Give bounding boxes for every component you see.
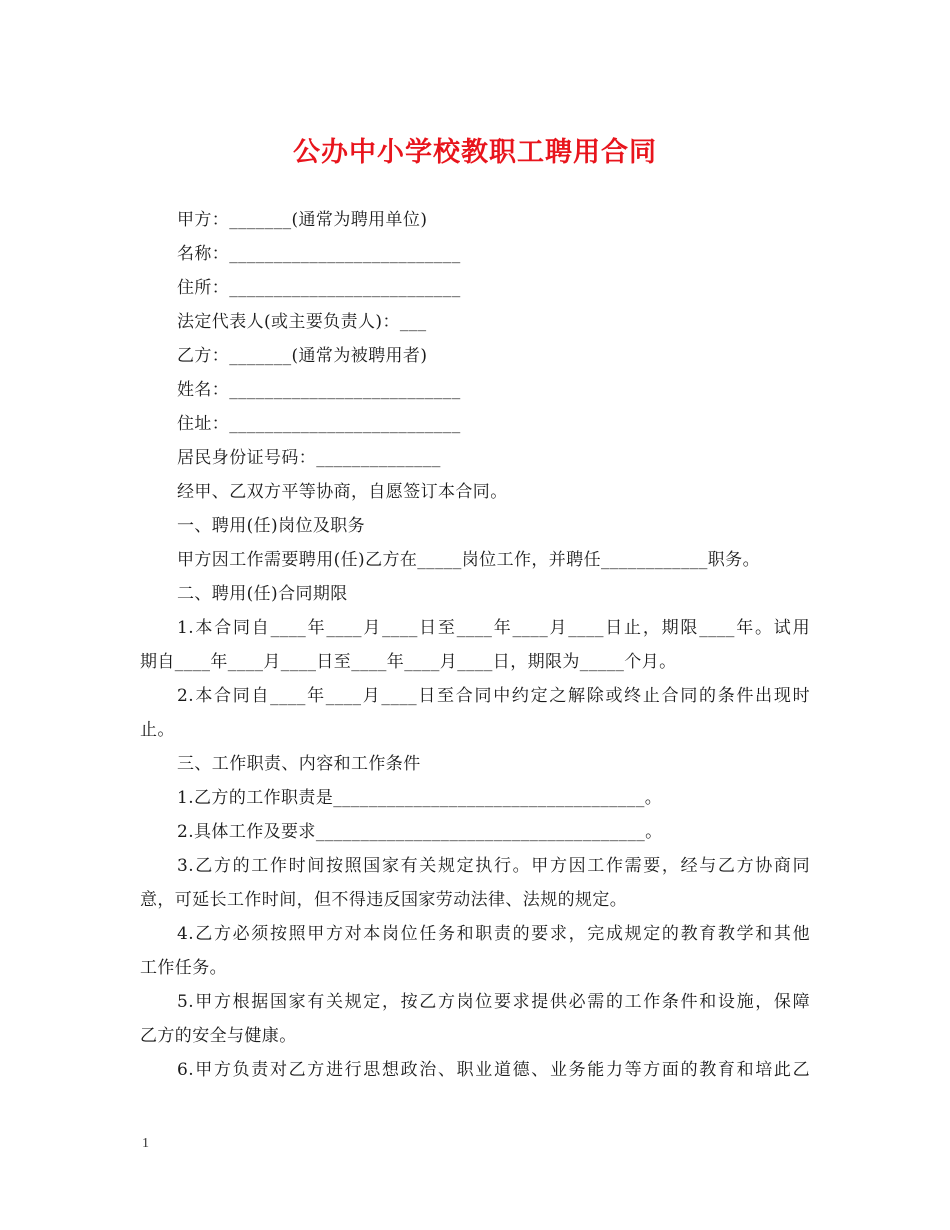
paragraph-line: 甲方因工作需要聘用(任)乙方在_____岗位工作，并聘任____________职务。 [177,550,760,570]
page-number: 1 [142,1136,149,1151]
paragraph-line: 3.乙方的工作时间按照国家有关规定执行。甲方因工作需要，经与乙方协商同 [177,856,810,876]
paragraph-line: 乙方的安全与健康。 [140,1026,297,1046]
paragraph-line: 止。 [140,720,175,740]
section-heading-1: 一、聘用(任)岗位及职务 [177,516,366,536]
party-a-address-line: 住所：__________________________ [177,278,461,298]
paragraph-line: 6.甲方负责对乙方进行思想政治、职业道德、业务能力等方面的教育和培此乙 [177,1060,810,1080]
id-number-line: 居民身份证号码：______________ [177,448,441,468]
agreement-statement: 经甲、乙双方平等协商，自愿签订本合同。 [177,482,508,502]
paragraph-line: 2.具体工作及要求_____________________________________。 [177,822,663,842]
party-b-line: 乙方：_______(通常为被聘用者) [177,346,428,366]
document-body [140,208,810,1092]
paragraph-line: 1.本合同自____年____月____日至____年____月____日止，期限____年。试用 [177,618,810,638]
paragraph-line: 期自____年____月____日至____年____月____日，期限为_____个月。 [140,652,677,672]
paragraph-line: 1.乙方的工作职责是___________________________________。 [177,788,663,808]
party-a-line: 甲方：_______(通常为聘用单位) [177,210,428,230]
paragraph-line: 4.乙方必须按照甲方对本岗位任务和职责的要求，完成规定的教育教学和其他 [177,924,810,944]
document-title: 公办中小学校教职工聘用合同 [293,137,657,168]
paragraph-line: 2.本合同自____年____月____日至合同中约定之解除或终止合同的条件出现时 [177,686,810,706]
section-heading-2: 二、聘用(任)合同期限 [177,584,348,604]
section-heading-3: 三、工作职责、内容和工作条件 [177,754,421,774]
party-b-name-line: 姓名：__________________________ [177,380,461,400]
paragraph-line: 意，可延长工作时间，但不得违反国家劳动法律、法规的规定。 [140,890,628,910]
legal-representative-line: 法定代表人(或主要负责人)：___ [177,312,427,332]
party-a-name-line: 名称：__________________________ [177,244,461,264]
paragraph-line: 5.甲方根据国家有关规定，按乙方岗位要求提供必需的工作条件和设施，保障 [177,992,810,1012]
paragraph-line: 工作任务。 [140,958,227,978]
party-b-address-line: 住址：__________________________ [177,414,461,434]
